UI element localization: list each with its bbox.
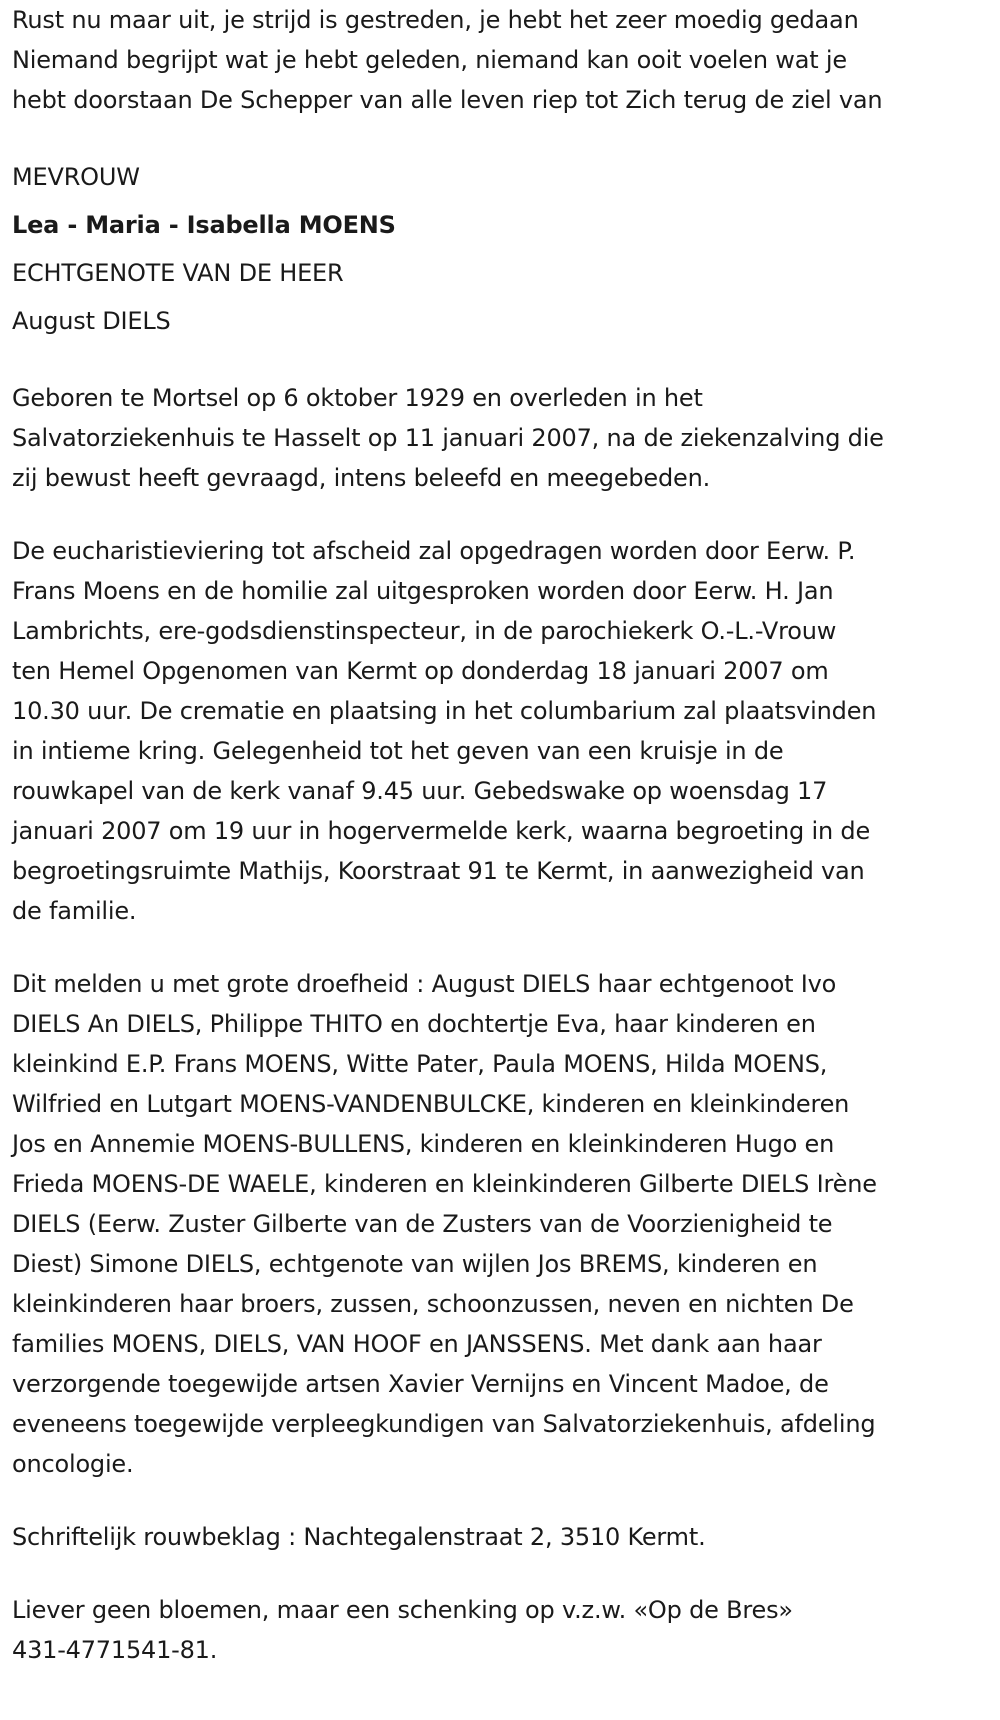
family-line: Jos en Annemie MOENS-BULLENS, kinderen en kleinkinderen Hugo en [12,1130,835,1158]
deceased-name: Lea - Maria - Isabella MOENS [12,211,396,239]
family-line: families MOENS, DIELS, VAN HOOF en JANSSENS. Met dank aan haar [12,1330,822,1358]
family-line: kleinkind E.P. Frans MOENS, Witte Pater, Paula MOENS, Hilda MOENS, [12,1050,828,1078]
family-line: Dit melden u met grote droefheid : August DIELS haar echtgenoot Ivo [12,970,837,998]
title-label: MEVROUW [12,163,140,191]
ceremony-line: de familie. [12,897,137,925]
ceremony-line: 10.30 uur. De crematie en plaatsing in het columbarium zal plaatsvinden [12,697,877,725]
family-line: kleinkinderen haar broers, zussen, schoonzussen, neven en nichten De [12,1290,854,1318]
ceremony-line: begroetingsruimte Mathijs, Koorstraat 91 te Kermt, in aanwezigheid van [12,857,865,885]
ceremony-line: Frans Moens en de homilie zal uitgesproken worden door Eerw. H. Jan [12,577,834,605]
birth-line: Salvatorziekenhuis te Hasselt op 11 januari 2007, na de ziekenzalving die [12,424,884,452]
ceremony-line: in intieme kring. Gelegenheid tot het geven van een kruisje in de [12,737,784,765]
family-line: DIELS (Eerw. Zuster Gilberte van de Zusters van de Voorzienigheid te [12,1210,833,1238]
family-line: oncologie. [12,1450,134,1478]
intro-line: Rust nu maar uit, je strijd is gestreden, je hebt het zeer moedig gedaan [12,6,859,34]
intro-line: hebt doorstaan De Schepper van alle leven riep tot Zich terug de ziel van [12,86,883,114]
condolence-line: Schriftelijk rouwbeklag : Nachtegalenstraat 2, 3510 Kermt. [12,1523,706,1551]
ceremony-line: Lambrichts, ere-godsdienstinspecteur, in de parochiekerk O.-L.-Vrouw [12,617,837,645]
ceremony-line: De eucharistieviering tot afscheid zal opgedragen worden door Eerw. P. [12,537,856,565]
donation-paragraph [12,1590,988,1670]
intro-poem [12,0,988,120]
family-line: DIELS An DIELS, Philippe THITO en dochtertje Eva, haar kinderen en [12,1010,816,1038]
donation-line: Liever geen bloemen, maar een schenking op v.z.w. «Op de Bres» [12,1596,793,1624]
deceased-heading [12,153,988,345]
birth-line: zij bewust heeft gevraagd, intens beleefd en meegebeden. [12,464,711,492]
ceremony-line: januari 2007 om 19 uur in hogervermelde kerk, waarna begroeting in de [12,817,871,845]
birth-line: Geboren te Mortsel op 6 oktober 1929 en overleden in het [12,384,703,412]
intro-line: Niemand begrijpt wat je hebt geleden, niemand kan ooit voelen wat je [12,46,847,74]
ceremony-line: ten Hemel Opgenomen van Kermt op donderdag 18 januari 2007 om [12,657,829,685]
spouse-label: ECHTGENOTE VAN DE HEER [12,259,344,287]
family-line: eveneens toegewijde verpleegkundigen van Salvatorziekenhuis, afdeling [12,1410,876,1438]
spouse-name: August DIELS [12,307,171,335]
condolence-paragraph [12,1517,988,1557]
family-line: verzorgende toegewijde artsen Xavier Vernijns en Vincent Madoe, de [12,1370,829,1398]
family-line: Frieda MOENS-DE WAELE, kinderen en kleinkinderen Gilberte DIELS Irène [12,1170,877,1198]
donation-account: 431-4771541-81. [12,1636,218,1664]
ceremony-line: rouwkapel van de kerk vanaf 9.45 uur. Gebedswake op woensdag 17 [12,777,828,805]
ceremony-paragraph [12,531,988,931]
family-paragraph [12,964,988,1484]
family-line: Wilfried en Lutgart MOENS-VANDENBULCKE, kinderen en kleinkinderen [12,1090,850,1118]
family-line: Diest) Simone DIELS, echtgenote van wijlen Jos BREMS, kinderen en [12,1250,818,1278]
birth-death-paragraph [12,378,988,498]
